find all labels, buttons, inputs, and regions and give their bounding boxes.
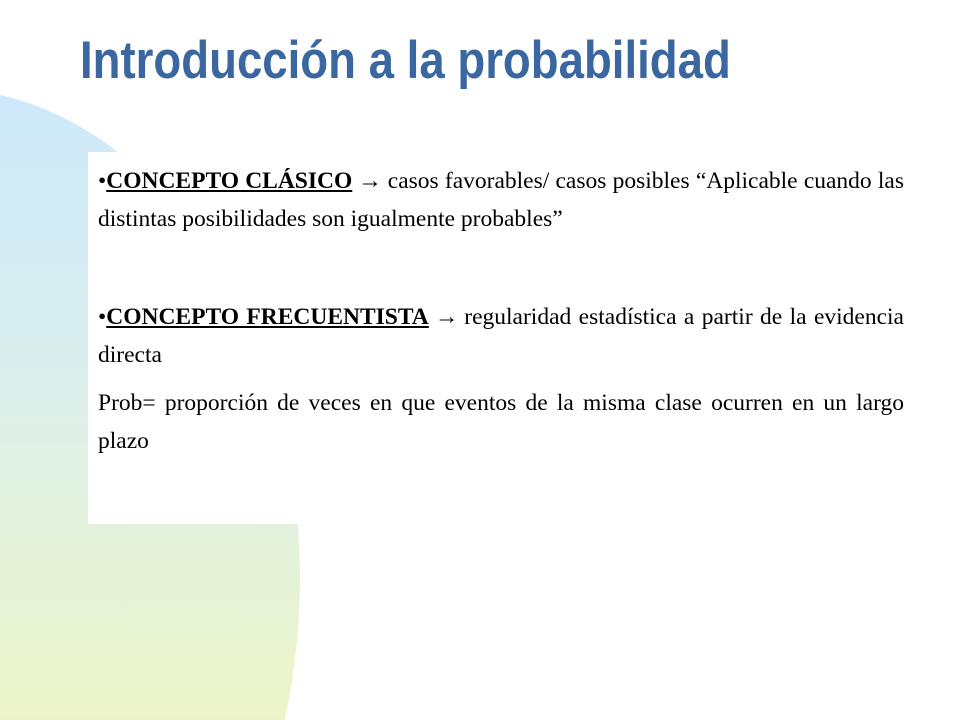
content-box (88, 152, 912, 524)
frequentist-concept-text: regularidad estadística a partir de la evidencia directa (98, 304, 904, 368)
probability-definition: Prob= proporción de veces en que eventos de la misma clase ocurren en un largo plazo (98, 390, 904, 454)
bullet-frequentist (98, 298, 904, 374)
frequentist-concept-label: CONCEPTO FRECUENTISTA (106, 304, 429, 330)
arrow-icon: → (434, 304, 459, 330)
bullet-marker: • (98, 304, 107, 330)
arrow-icon: → (358, 168, 382, 194)
classic-concept-label: CONCEPTO CLÁSICO (106, 168, 353, 194)
slide-title: Introducción a la probabilidad (80, 31, 731, 90)
classic-concept-text: casos favorables/ casos posibles “Aplicable cuando las distintas posibilidades son igualmente probables” (98, 168, 904, 232)
bullet-marker: • (98, 168, 107, 194)
bullet-classic (98, 162, 904, 238)
